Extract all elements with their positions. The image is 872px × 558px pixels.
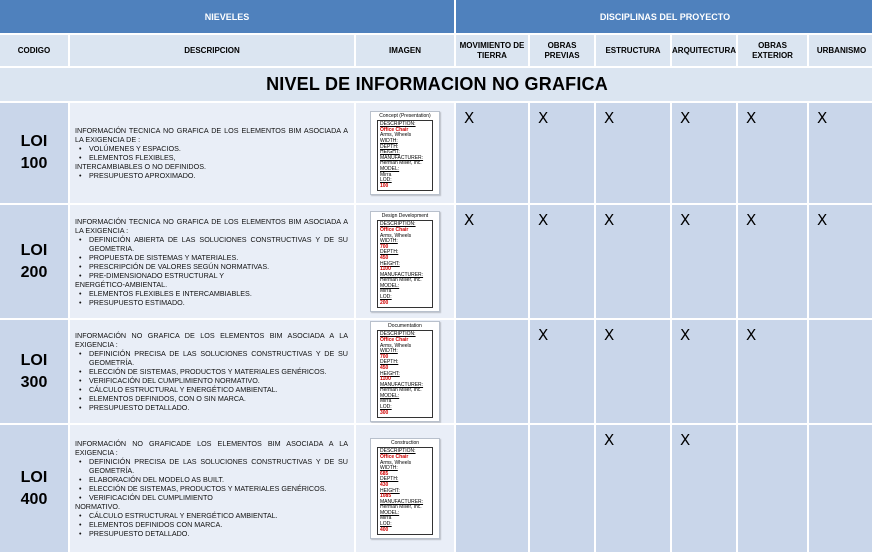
card-value: Arms, Wheels	[380, 342, 412, 349]
discipline-mark: X	[809, 205, 872, 318]
card-value: 450	[380, 254, 389, 261]
card-value: 100	[380, 182, 389, 189]
code-prefix: LOI	[20, 468, 48, 486]
card-title: Construction	[390, 439, 420, 446]
codigo-col-header: CODIGO	[0, 35, 68, 66]
discipline-mark: X	[672, 320, 736, 423]
loi-row	[0, 205, 872, 318]
code-number: 300	[20, 373, 48, 391]
card-value: 1085	[380, 493, 392, 500]
card-value: Office Chair	[380, 336, 409, 343]
discipline-mark	[809, 320, 872, 423]
discipline-mark: X	[596, 205, 670, 318]
card-value: Office Chair	[380, 126, 409, 133]
card-label: DEPTH:	[380, 143, 399, 150]
lod-card	[370, 438, 440, 540]
card-value: Herman Miller, Inc.	[380, 504, 422, 511]
card-label: HEIGHT:	[380, 260, 400, 267]
description-item: • VERIFICACIÓN DEL CUMPLIMIENTO	[75, 493, 348, 502]
description-item: • PRESCRIPCIÓN DE VALORES SEGÚN NORMATIVAS.	[75, 262, 348, 271]
disciplinas-header: DISCIPLINAS DEL PROYECTO	[456, 0, 872, 33]
discipline-mark	[738, 425, 807, 552]
discipline-mark: X	[672, 425, 736, 552]
card-value: Office Chair	[380, 226, 409, 233]
card-value: Arms, Wheels	[380, 232, 412, 239]
description-intro: INFORMACIÓN NO GRAFICADE LOS ELEMENTOS BIM ASOCIADA A LA EXIGENCIA :	[75, 439, 348, 457]
card-value: 685	[380, 470, 389, 477]
description-item: • ELABORACIÓN DEL MODELO AS BUILT.	[75, 475, 348, 484]
description-item: • PRESUPUESTO DETALLADO.	[75, 529, 348, 538]
code-number: 100	[20, 155, 48, 172]
description-cell	[70, 320, 354, 423]
lod-card	[370, 321, 440, 423]
description-item: • ELEMENTOS FLEXIBLES E INTERCAMBIABLES.	[75, 289, 348, 298]
discipline-mark: X	[530, 205, 594, 318]
description-item: • PRESUPUESTO APROXIMADO.	[75, 171, 348, 180]
card-value: 1100	[380, 266, 391, 273]
discipline-header: OBRAS PREVIAS	[530, 35, 594, 66]
card-label: LOD:	[380, 521, 392, 528]
description-cell	[70, 425, 354, 552]
card-value: Mirra	[380, 288, 392, 295]
code-prefix: LOI	[20, 133, 48, 150]
card-title: Concept (Presentation)	[379, 112, 431, 119]
section-title: NIVEL DE INFORMACION NO GRAFICA	[0, 68, 872, 101]
card-value: Office Chair	[380, 453, 409, 460]
description-item: • ELEMENTOS FLEXIBLES,	[75, 153, 348, 162]
loi-row	[0, 425, 872, 552]
card-label: MODEL:	[380, 165, 400, 172]
loi-code	[0, 425, 68, 552]
discipline-mark	[809, 425, 872, 552]
card-value: Herman Miller, Inc.	[380, 387, 422, 394]
discipline-header: ESTRUCTURA	[596, 35, 670, 66]
description-item: INTERCAMBIABLES O NO DEFINIDOS.	[75, 162, 206, 171]
discipline-mark: X	[596, 103, 670, 203]
card-label: LOD:	[380, 404, 392, 411]
card-label: MANUFACTURER:	[380, 498, 424, 505]
description-item: • PROPUESTA DE SISTEMAS Y MATERIALES.	[75, 253, 348, 262]
card-value: Herman Miller, Inc.	[380, 277, 422, 284]
card-label: DESCRIPTION:	[380, 448, 416, 455]
description-item: • PRESUPUESTO DETALLADO.	[75, 403, 348, 412]
loi-row	[0, 320, 872, 423]
card-value: 300	[380, 409, 389, 416]
card-label: MANUFACTURER:	[380, 271, 424, 278]
discipline-header: OBRAS EXTERIOR	[738, 35, 807, 66]
discipline-header: ARQUITECTURA	[672, 35, 736, 66]
card-label: LOD:	[380, 294, 392, 301]
card-label: DEPTH:	[380, 476, 399, 483]
loi-code	[0, 320, 68, 423]
lod-card	[370, 111, 440, 196]
card-label: DEPTH:	[380, 249, 399, 256]
card-value: Mirra	[380, 171, 392, 178]
description-item: • ELECCIÓN DE SISTEMAS, PRODUCTOS Y MATERIALES GENÉRICOS.	[75, 367, 348, 376]
discipline-mark: X	[738, 320, 807, 423]
loi-row	[0, 103, 872, 203]
discipline-mark: X	[738, 205, 807, 318]
card-value: 200	[380, 299, 389, 306]
description-item: • CÁLCULO ESTRUCTURAL Y ENERGÉTICO AMBIENTAL.	[75, 511, 348, 520]
card-label: MANUFACTURER:	[380, 381, 424, 388]
card-label: WIDTH:	[380, 138, 398, 145]
discipline-mark	[530, 425, 594, 552]
discipline-mark: X	[530, 320, 594, 423]
discipline-header: MOVIMIENTO DE TIERRA	[456, 35, 528, 66]
description-item: • VOLÚMENES Y ESPACIOS.	[75, 144, 348, 153]
card-label: WIDTH:	[380, 465, 398, 472]
description-cell	[70, 205, 354, 318]
discipline-mark: X	[456, 205, 528, 318]
card-label: HEIGHT:	[380, 370, 400, 377]
description-item: • PRE-DIMENSIONADO ESTRUCTURAL Y	[75, 271, 348, 280]
card-value: 1100	[380, 376, 391, 383]
discipline-mark: X	[596, 425, 670, 552]
card-value: 400	[380, 526, 389, 533]
card-value: Arms, Wheels	[380, 459, 412, 466]
imagen-col-header: IMAGEN	[356, 35, 454, 66]
description-intro: INFORMACIÓN NO GRAFICA DE LOS ELEMENTOS BIM ASOCIADA A LA EXIGENCIA :	[75, 331, 348, 349]
lod-card	[370, 211, 440, 313]
description-item: • DEFINICIÓN ABIERTA DE LAS SOLUCIONES CONSTRUCTIVAS Y DE SU GEOMETRIA.	[75, 235, 348, 253]
image-cell	[356, 425, 454, 552]
description-item: • ELEMENTOS DEFINIDOS CON MARCA.	[75, 520, 348, 529]
card-title: Design Development	[381, 212, 429, 219]
loi-code	[0, 103, 68, 203]
card-label: DESCRIPTION:	[380, 221, 416, 228]
card-label: MODEL:	[380, 509, 400, 516]
discipline-mark: X	[596, 320, 670, 423]
description-item: • DEFINICIÓN PRECISA DE LAS SOLUCIONES CONSTRUCTIVAS Y DE SU GEOMETRÍA.	[75, 349, 348, 367]
card-label: DESCRIPTION:	[380, 331, 416, 338]
card-label: WIDTH:	[380, 348, 398, 355]
description-intro: INFORMACIÓN TECNICA NO GRAFICA DE LOS ELEMENTOS BIM ASOCIADA A LA EXIGENCIA :	[75, 216, 348, 235]
discipline-mark	[456, 320, 528, 423]
card-value: 450	[380, 364, 389, 371]
description-item: • CÁLCULO ESTRUCTURAL Y ENERGÉTICO AMBIENTAL.	[75, 385, 348, 394]
description-item: • DEFINICIÓN PRECISA DE LAS SOLUCIONES CONSTRUCTIVAS Y DE SU GEOMETRÍA.	[75, 457, 348, 475]
card-value: 700	[380, 243, 389, 250]
description-item: ENERGÉTICO-AMBIENTAL.	[75, 279, 168, 289]
discipline-mark: X	[672, 205, 736, 318]
card-label: MANUFACTURER:	[380, 154, 424, 161]
code-prefix: LOI	[20, 351, 48, 369]
image-cell	[356, 205, 454, 318]
card-value: Mirra	[380, 515, 392, 522]
description-item: • PRESUPUESTO ESTIMADO.	[75, 298, 348, 307]
description-cell	[70, 103, 354, 203]
discipline-header: URBANISMO	[809, 35, 872, 66]
card-label: DESCRIPTION:	[380, 121, 416, 128]
loi-code	[0, 205, 68, 318]
discipline-mark: X	[809, 103, 872, 203]
card-value: Mirra	[380, 398, 392, 405]
card-label: LOD:	[380, 177, 392, 184]
discipline-mark	[456, 425, 528, 552]
card-value: 700	[380, 353, 389, 360]
discipline-mark: X	[530, 103, 594, 203]
discipline-mark: X	[456, 103, 528, 203]
card-label: WIDTH:	[380, 238, 398, 245]
image-cell	[356, 320, 454, 423]
code-number: 200	[20, 263, 48, 281]
code-number: 400	[20, 490, 48, 508]
description-item: • VERIFICACIÓN DEL CUMPLIMIENTO NORMATIVO.	[75, 376, 348, 385]
code-prefix: LOI	[20, 241, 48, 259]
discipline-mark: X	[672, 103, 736, 203]
card-label: DEPTH:	[380, 359, 399, 366]
card-value: Herman Miller, Inc.	[380, 160, 422, 167]
card-label: MODEL:	[380, 282, 400, 289]
description-item: • ELEMENTOS DEFINIDOS, CON O SIN MARCA.	[75, 394, 348, 403]
card-value: Arms, Wheels	[380, 132, 412, 139]
discipline-mark: X	[738, 103, 807, 203]
card-value: 430	[380, 481, 389, 488]
card-label: HEIGHT:	[380, 487, 400, 494]
description-item: NORMATIVO.	[75, 502, 120, 511]
image-cell	[356, 103, 454, 203]
card-label: HEIGHT:	[380, 149, 400, 156]
descripcion-col-header: DESCRIPCION	[70, 35, 354, 66]
niveles-header: NIEVELES	[0, 0, 454, 33]
card-label: MODEL:	[380, 392, 400, 399]
description-item: • ELECCIÓN DE SISTEMAS, PRODUCTOS Y MATERIALES GENÉRICOS.	[75, 484, 348, 493]
card-title: Documentation	[388, 322, 422, 329]
description-intro: INFORMACIÓN TECNICA NO GRAFICA DE LOS ELEMENTOS BIM ASOCIADA A LA EXIGENCIA DE :	[75, 126, 348, 144]
